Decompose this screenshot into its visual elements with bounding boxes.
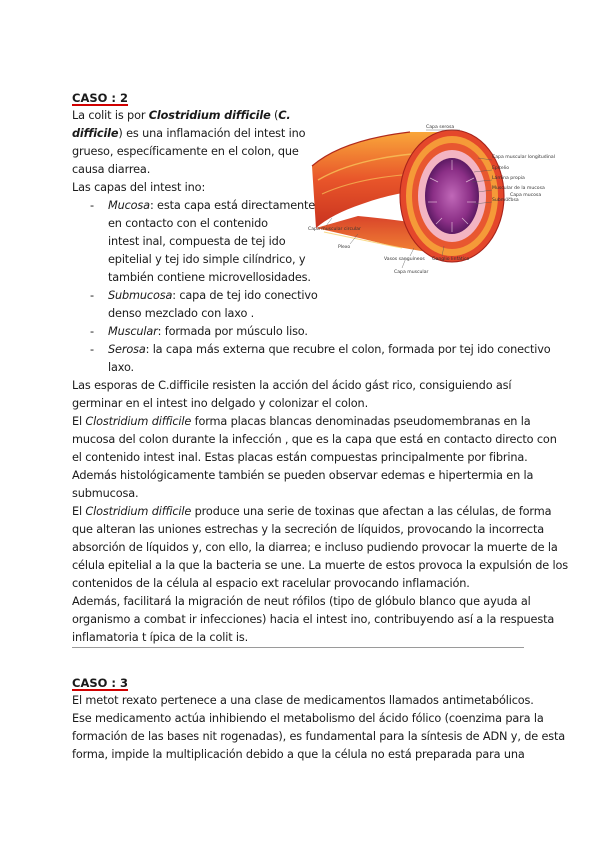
list-bullet: - — [90, 199, 95, 212]
p4-line-1: Además, facilitará la migración de neut rófilos (tipo de glóbulo blanco que ayuda al — [72, 595, 531, 608]
label-plexo: Plexo — [338, 245, 351, 250]
intro-line-2: difficile) es una inflamación del intest ino — [72, 127, 306, 140]
caso3-line-4: forma, impide la multiplicación debido a que la célula no está preparada para una — [72, 748, 525, 761]
p2-line-1: El Clostridium difficile forma placas blancas denominadas pseudomembranas en la — [72, 415, 531, 428]
muscular-line-1: Muscular: formada por músculo liso. — [108, 325, 308, 338]
label-vasos: Vasos sanguíneos — [384, 257, 425, 262]
mucosa-line-4: epitelial y tej ido simple cilíndrico, y — [108, 253, 306, 266]
p2-line-3: el contenido intest inal. Estas placas están compuestas principalmente por fibrina. — [72, 451, 528, 464]
caso3-line-1: El metot rexato pertenece a una clase de medicamentos llamados antimetabólicos. — [72, 694, 534, 707]
caso3-line-2: Ese medicamento actúa inhibiendo el metabolismo del ácido fólico (coenzima para la — [72, 712, 544, 725]
p2-line-5: submucosa. — [72, 487, 139, 500]
list-bullet: - — [90, 289, 95, 302]
label-capa-muscular: Capa muscular — [394, 270, 429, 275]
p4-line-3: inflamatoria t ípica de la colit is. — [72, 631, 249, 644]
p1-line-2: germinar en el intest ino delgado y colonizar el colon. — [72, 397, 369, 410]
label-capa-mucosa: Capa mucosa — [510, 193, 542, 198]
p3-line-2: que alteran las uniones estrechas y la secreción de líquidos, provocando la incorrecta — [72, 523, 545, 536]
p2-line-2: mucosa del colon durante la infección , que es la capa que está en contacto directo con — [72, 433, 557, 446]
label-ganglio: Ganglio linfático — [432, 257, 470, 262]
mucosa-line-5: también contiene microvellosidades. — [108, 271, 311, 284]
submucosa-line-2: denso mezclado con laxo . — [108, 307, 255, 320]
submucosa-line-1: Submucosa: capa de tej ido conectivo — [108, 289, 318, 302]
serosa-line-2: laxo. — [108, 361, 134, 374]
intro-line-1: La colit is por Clostridium difficile (C. — [72, 109, 291, 122]
mucosa-line-1: Mucosa: esta capa está directamente — [108, 199, 316, 212]
caso-2-title: CASO : 2 — [72, 91, 129, 105]
label-capa-serosa: Capa serosa — [426, 125, 455, 130]
serosa-term: Serosa — [108, 343, 146, 356]
p3-line-3: absorción de líquidos y, con ello, la diarrea; e incluso pudiendo provocar la muerte de la — [72, 541, 558, 554]
p2-line-4: Además histológicamente también se pueden observar edemas e hipertermia en la — [72, 469, 534, 482]
p3-line-4: célula epitelial a la que la bacteria se une. La muerte de estos provoca la expulsión de los — [72, 559, 569, 572]
label-lamina-propia: Lámina propia — [492, 176, 525, 181]
label-submucosa: Submucosa — [492, 198, 519, 203]
list-bullet: - — [90, 325, 95, 338]
caso3-line-3: formación de las bases nit rogenadas), es fundamental para la síntesis de ADN y, de esta — [72, 730, 566, 743]
label-muscular-mucosa: Muscular de la mucosa — [492, 186, 545, 191]
label-epitelio: Epitelio — [492, 166, 510, 171]
intro-line-3: grueso, específicamente en el colon, que — [72, 145, 299, 158]
colon-layers-diagram — [302, 118, 555, 278]
submucosa-term: Submucosa — [108, 289, 173, 302]
label-muscular-longitudinal: Capa muscular longitudinal — [492, 155, 555, 160]
serosa-line-1: Serosa: la capa más externa que recubre el colon, formada por tej ido conectivo — [108, 343, 551, 356]
caso-3-title: CASO : 3 — [72, 676, 129, 690]
p4-line-2: organismo a combat ir infecciones) hacia el intest ino, contribuyendo así a la respuesta — [72, 613, 555, 626]
muscular-term: Muscular — [108, 325, 158, 338]
p3-line-5: contenidos de la célula al espacio ext racelular provocando inflamación. — [72, 577, 470, 590]
p3-line-1: El Clostridium difficile produce una serie de toxinas que afectan a las células, de forma — [72, 505, 552, 518]
capas-heading: Las capas del intest ino: — [72, 181, 206, 194]
p1-line-1: Las esporas de C.difficile resisten la acción del ácido gást rico, consiguiendo así — [72, 379, 512, 392]
section-divider — [72, 647, 524, 648]
mucosa-line-3: intest inal, compuesta de tej ido — [108, 235, 286, 248]
mucosa-term: Mucosa — [108, 199, 150, 212]
list-bullet: - — [90, 343, 95, 356]
intro-line-4: causa diarrea. — [72, 163, 151, 176]
mucosa-line-2: en contacto con el contenido — [108, 217, 268, 230]
label-capa-muscular-circular: Capa muscular circular — [308, 227, 361, 232]
